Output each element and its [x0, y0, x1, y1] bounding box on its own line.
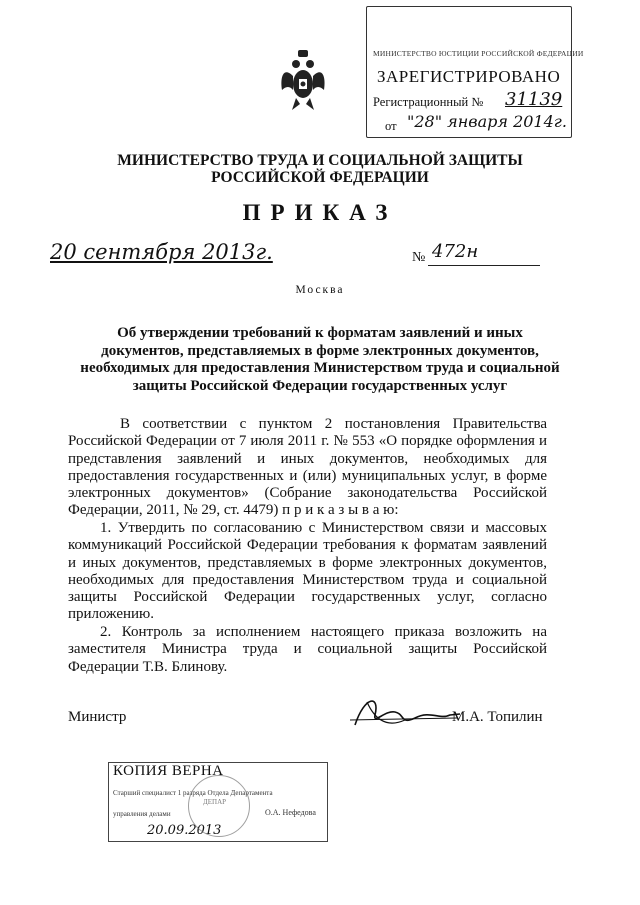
item-2-paragraph: 2. Контроль за исполнением настоящего приказа возложить на заместителя Министра труда и социальной защиты Российской Федерации Т.В. Блинову.: [68, 624, 547, 675]
city: Москва: [295, 284, 345, 296]
copy-stamp-role: Старший специалист 1 разряда Отдела Департамента: [113, 789, 273, 797]
stamp-reg-number: 31139: [505, 89, 563, 110]
item-1-paragraph: 1. Утвердить по согласованию с Министерством связи и массовых коммуникаций Российской Федерации требования к форматам заявлений и иных документов, представляемых в форме электронных документов, необходимых для предоставления Министерством труда и социальной защиты Российской Федерации государственных услуг, согласно приложению.: [68, 520, 547, 623]
stamp-reg-number-label: Регистрационный №: [373, 95, 484, 109]
department-round-stamp: [188, 775, 250, 837]
order-number: 472н: [432, 241, 479, 262]
department-stamp-text: ДЕПАР: [203, 798, 227, 806]
handwritten-signature: [345, 690, 465, 735]
coat-of-arms-icon: [278, 46, 328, 116]
order-title: Об утверждении требований к форматам заявлений и иных документов, представляемых в форме электронных документов, необходимых для предоставления Министерством труда и социальной защиты Российской Федерации государственных услуг: [80, 325, 560, 394]
signer-name: М.А. Топилин: [452, 709, 543, 725]
registration-stamp: [366, 6, 584, 138]
order-number-label: №: [412, 250, 426, 265]
copy-stamp-person: О.А. Нефедова: [265, 808, 316, 817]
ministry-name-line2: РОССИЙСКОЙ ФЕДЕРАЦИИ: [211, 169, 429, 186]
copy-stamp-date: 20.09.2013: [147, 823, 222, 838]
signer-position: Министр: [68, 709, 127, 725]
intro-paragraph: В соответствии с пунктом 2 постановления Правительства Российской Федерации от 7 июля 2011 г. № 553 «О порядке оформления и представления заявлений и иных документов, необходимых для предоставления государственных и (или) муниципальных услуг, в форме электронных документов» (Собрание законодательства Российской Федерации, 2011, № 29, ст. 4479) п р и к а з ы в а ю:: [68, 416, 547, 519]
order-date: 20 сентября 2013г.: [50, 240, 273, 264]
number-underline: [428, 265, 540, 266]
stamp-ministry: МИНИСТЕРСТВО ЮСТИЦИИ РОССИЙСКОЙ ФЕДЕРАЦИИ: [373, 49, 584, 58]
stamp-reg-date: "28" января 2014г.: [407, 112, 567, 131]
document-type: ПРИКАЗ: [242, 200, 398, 225]
stamp-registered: ЗАРЕГИСТРИРОВАНО: [377, 67, 561, 86]
copy-stamp-title: КОПИЯ ВЕРНА: [113, 763, 224, 779]
stamp-reg-date-prefix: от: [385, 119, 397, 133]
ministry-name-line1: МИНИСТЕРСТВО ТРУДА И СОЦИАЛЬНОЙ ЗАЩИТЫ: [117, 152, 523, 169]
copy-stamp-role-line2: управления делами: [113, 810, 171, 818]
